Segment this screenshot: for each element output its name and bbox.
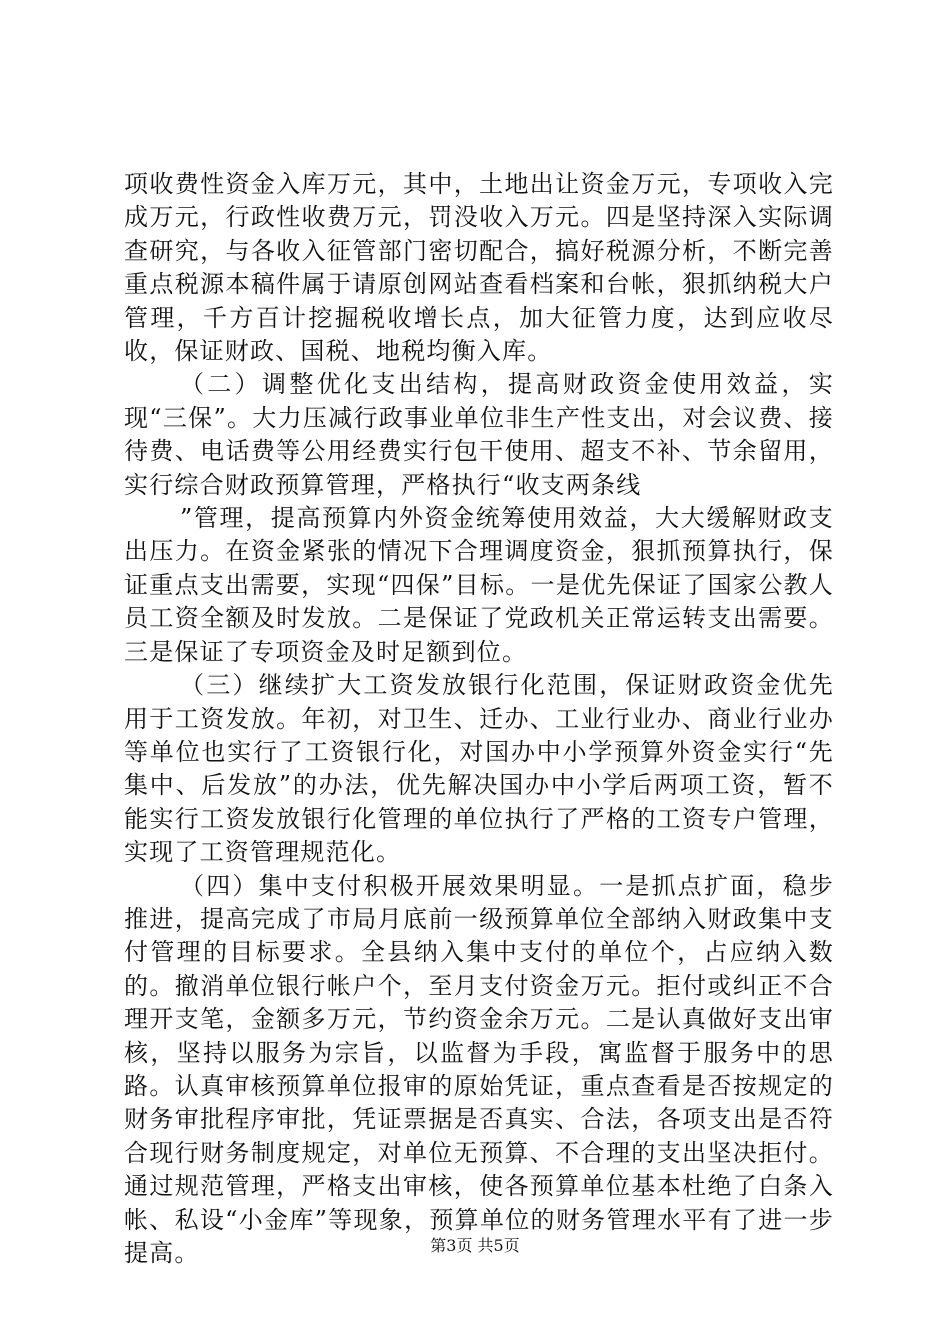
paragraph-budget-management: ”管理，提高预算内外资金统筹使用效益，大大缓解财政支出压力。在资金紧张的情况下合理调度资金，狠抓预算执行，保证重点支出需要，实现“四保”目标。一是优先保证了国家公教人员工资全额及时发放。二是保证了党政机关正常运转支出需要。三是保证了专项资金及时足额到位。 [124, 504, 834, 666]
page-number-footer: 第3页 共5页 [430, 1236, 520, 1255]
paragraph-expenditure-structure: （二）调整优化支出结构，提高财政资金使用效益，实现“三保”。大力压减行政事业单位非生产性支出，对会议费、接待费、电话费等公用经费实行包干使用、超支不补、节余留用，实行综合财政预算管理，严格执行“收支两条线 [124, 370, 834, 499]
document-body [124, 168, 834, 1270]
paragraph-salary-banking: （三）继续扩大工资发放银行化范围，保证财政资金优先用于工资发放。年初，对卫生、迁办、工业行业办、商业行业办等单位也实行了工资银行化，对国办中小学预算外资金实行“先集中、后发放”的办法，优先解决国办中小学后两项工资，暂不能实行工资发放银行化管理的单位执行了严格的工资专户管理，实现了工资管理规范化。 [124, 671, 834, 867]
paragraph-revenue-continued: 项收费性资金入库万元，其中，土地出让资金万元，专项收入完成万元，行政性收费万元，罚没收入万元。四是坚持深入实际调查研究，与各收入征管部门密切配合，搞好税源分析，不断完善重点税源本稿件属于请原创网站查看档案和台帐，狠抓纳税大户管理，千方百计挖掘税收增长点，加大征管力度，达到应收尽收，保证财政、国税、地税均衡入库。 [124, 170, 834, 366]
paragraph-centralized-payment: （四）集中支付积极开展效果明显。一是抓点扩面，稳步推进，提高完成了市局月底前一级预算单位全部纳入财政集中支付管理的目标要求。全县纳入集中支付的单位个，占应纳入数的。撤消单位银行帐户个，至月支付资金万元。拒付或纠正不合理开支笔，金额多万元，节约资金余万元。二是认真做好支出审核，坚持以服务为宗旨，以监督为手段，寓监督于服务中的思路。认真审核预算单位报审的原始凭证，重点查看是否按规定的财务审批程序审批，凭证票据是否真实、合法，各项支出是否符合现行财务制度规定，对单位无预算、不合理的支出坚决拒付。通过规范管理，严格支出审核，使各预算单位基本杜绝了白条入帐、私设“小金库”等现象，预算单位的财务管理水平有了进一步提高。 [124, 871, 834, 1267]
